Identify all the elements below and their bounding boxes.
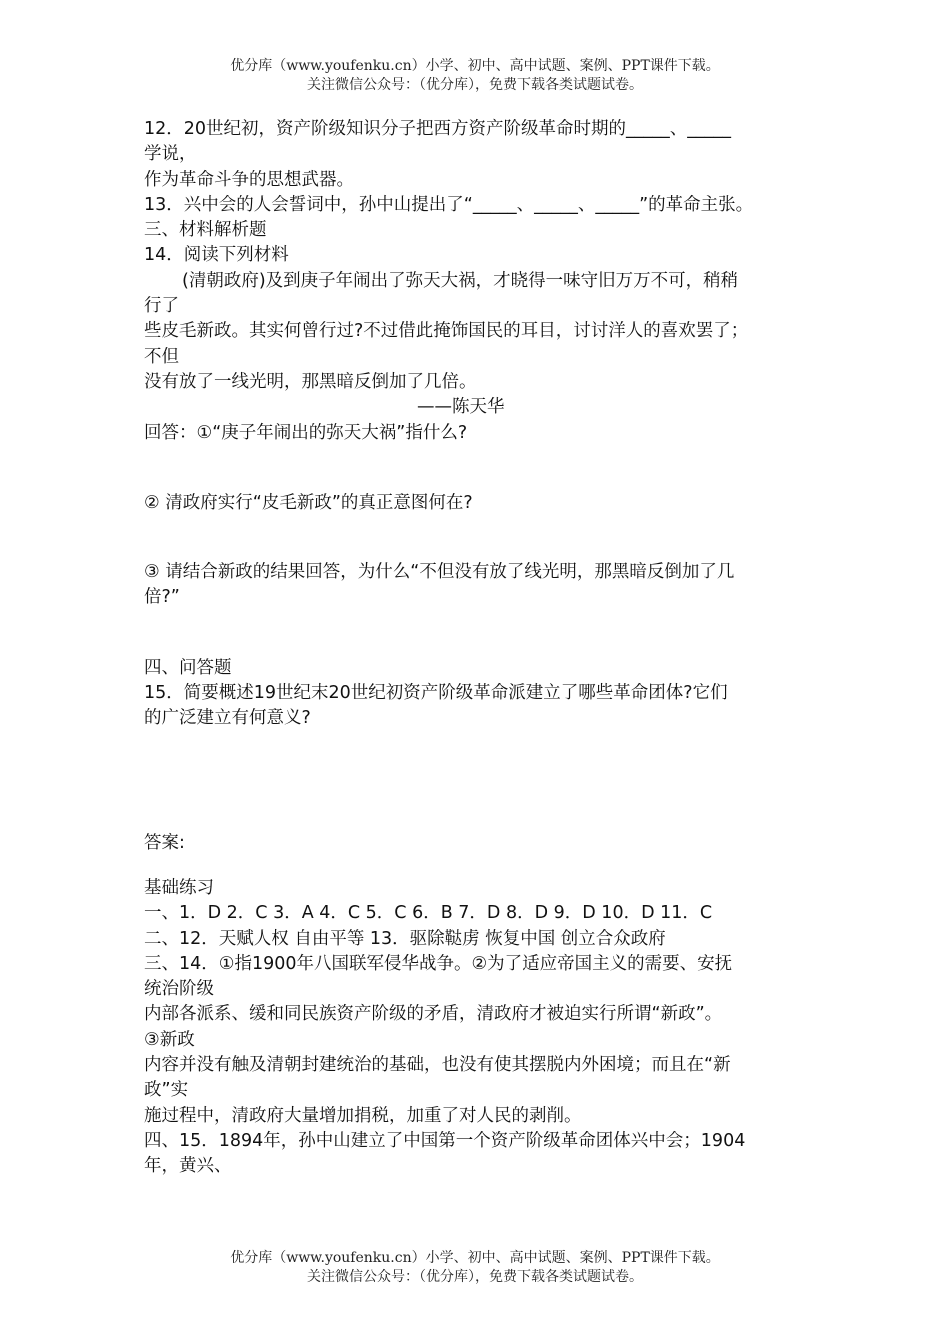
answer-part-3-line-4: ③新政 xyxy=(144,1029,195,1050)
answer-part-4-line-2: 年，黄兴、 xyxy=(144,1156,232,1177)
q14-material-line-5: 没有放了一线光明，那黑暗反倒加了几倍。 xyxy=(144,371,477,392)
answer-part-2: 二、12．天赋人权 自由平等 13．驱除鞑虏 恢复中国 创立合众政府 xyxy=(144,928,666,949)
answers-title: 答案: xyxy=(144,832,185,853)
answer-part-3-line-3: 内部各派系、缓和同民族资产阶级的矛盾，清政府才被迫实行所谓“新政”。 xyxy=(144,1004,723,1025)
q14-material-line-1: (清朝政府)及到庚子年闹出了弥天大祸，才晓得一味守旧万万不可，稍稍 xyxy=(182,270,739,291)
answer-part-4-line-1: 四、15．1894年，孙中山建立了中国第一个资产阶级革命团体兴中会；1904 xyxy=(144,1130,746,1151)
answers-basic-heading: 基础练习 xyxy=(144,877,214,898)
q12-line-1: 12．20世纪初，资产阶级知识分子把西方资产阶级革命时期的_____、_____ xyxy=(144,119,732,139)
q12-line-2: 学说， xyxy=(144,144,197,165)
footer-line-1: 优分库（www.youfenku.cn）小学、初中、高中试题、案例、PPT课件下载。 xyxy=(230,1250,720,1266)
q15-line-2: 的广泛建立有何意义? xyxy=(144,708,311,729)
q14-material-line-4: 不但 xyxy=(144,346,179,367)
q14-sub-question-2: ② 清政府实行“皮毛新政”的真正意图何在? xyxy=(144,492,473,513)
q14-title: 14．阅读下列材料 xyxy=(144,245,289,266)
q14-material-line-3: 些皮毛新政。其实何曾行过?不过借此掩饰国民的耳目，讨讨洋人的喜欢罢了； xyxy=(144,321,749,342)
answer-part-3-line-2: 统治阶级 xyxy=(144,979,214,1000)
q13: 13．兴中会的人会誓词中，孙中山提出了“_____、_____、_____”的革命主张。 xyxy=(144,194,754,215)
page-header xyxy=(0,57,950,95)
answer-part-3-line-7: 施过程中，清政府大量增加捐税，加重了对人民的剥削。 xyxy=(144,1105,582,1126)
header-line-2: 关注微信公众号：（优分库），免费下载各类试题试卷。 xyxy=(307,77,643,93)
section-4-heading: 四、问答题 xyxy=(144,657,232,678)
header-line-1: 优分库（www.youfenku.cn）小学、初中、高中试题、案例、PPT课件下载。 xyxy=(230,58,720,74)
q14-attribution: ——陈天华 xyxy=(417,397,505,418)
q12-line-3: 作为革命斗争的思想武器。 xyxy=(144,169,354,190)
answer-part-3-line-1: 三、14．①指1900年八国联军侵华战争。②为了适应帝国主义的需要、安抚 xyxy=(144,953,733,974)
answer-part-3-line-6: 政”实 xyxy=(144,1080,189,1101)
q14-sub-question-3-line-1: ③ 请结合新政的结果回答，为什么“不但没有放了线光明，那黑暗反倒加了几 xyxy=(144,562,735,583)
q14-material-line-2: 行了 xyxy=(144,296,179,317)
q14-sub-question-1: 回答：①“庚子年闹出的弥天大祸”指什么? xyxy=(144,422,468,443)
page-footer xyxy=(0,1249,950,1287)
footer-line-2: 关注微信公众号：（优分库），免费下载各类试题试卷。 xyxy=(307,1269,643,1285)
section-3-heading: 三、材料解析题 xyxy=(144,220,267,241)
q15-line-1: 15．简要概述19世纪末20世纪初资产阶级革命派建立了哪些革命团体?它们 xyxy=(144,683,728,704)
answer-part-3-line-5: 内容并没有触及清朝封建统治的基础，也没有使其摆脱内外困境；而且在“新 xyxy=(144,1055,731,1076)
answer-part-1: 一、1．D 2．C 3．A 4．C 5．C 6．B 7．D 8．D 9．D 10．D 11．C xyxy=(144,903,713,924)
q14-sub-question-3-line-2: 倍?” xyxy=(144,587,180,608)
document-body xyxy=(144,117,814,1180)
